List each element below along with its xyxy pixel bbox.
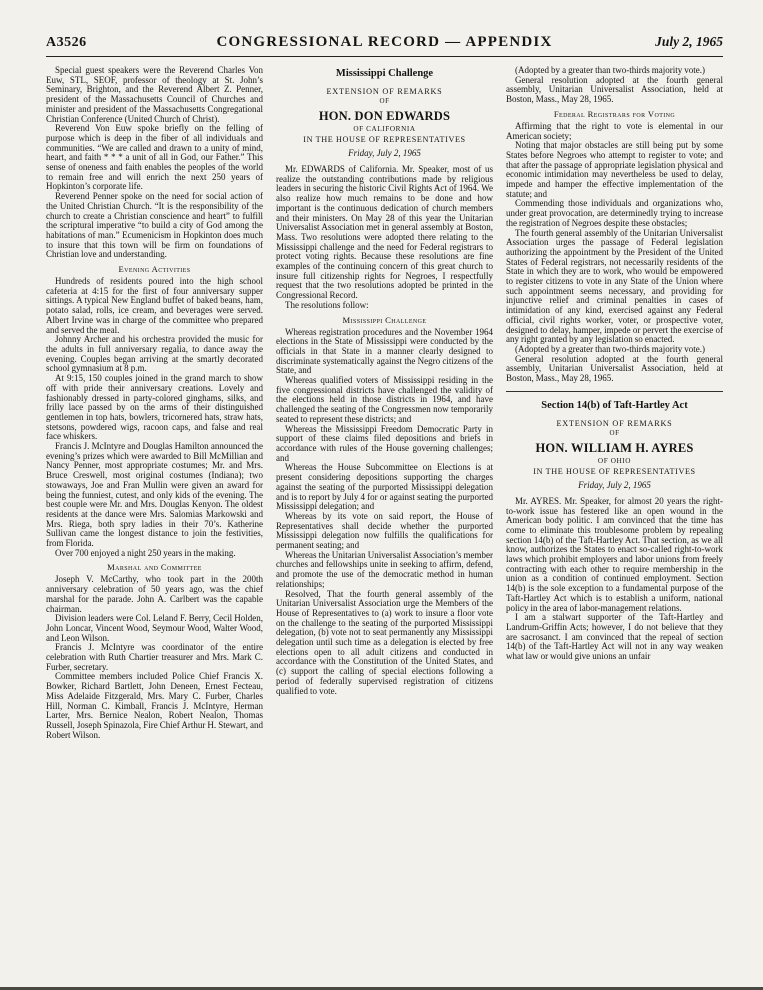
paragraph: (Adopted by a greater than two-thirds majority vote.)	[515, 65, 706, 75]
paragraph: Over 700 enjoyed a night 250 years in the making.	[55, 547, 236, 558]
paragraph: Reverend Von Euw spoke briefly on the felling of purpose which is deep in the fiber of all individuals and communities. “We are called and drawn to a unity of mind, heart, and faith * * * a unit of all in God, our Father.” This sense of oneness and faith enables the peoples of the world to remain free and will enrich the next 250 years of Hopkinton’s corporate life.	[46, 123, 263, 192]
article-title: Section 14(b) of Taft-Hartley Act	[541, 399, 688, 411]
masthead-rule	[46, 56, 723, 57]
paragraph: Resolved, That the fourth general assembly of the Unitarian Universalist Association urge the Members of the House of Representatives to (a) work to insure a floor vote on the challenge to the seating of the purported Mississippi delegation, (b) vote not to seat permanently any Mississippi delegation until such time as a delegation is elected by free elections open to all adult citizens and conducted in accordance with the Constitution of the United States, and (c) support the calling of special elections following a period of federally supervised registration of citizens qualified to vote.	[276, 588, 493, 696]
column-center	[276, 66, 493, 740]
paragraph: Francis J. McIntyre was coordinator of the entire celebration with Ruth Chartier treasurer and Mrs. Mark C. Furber, secretary.	[46, 642, 263, 672]
paragraph: Mr. AYRES. Mr. Speaker, for almost 20 years the right-to-work issue has festered like an open wound in the American body politic. I am convinced that the time has come to eliminate this troublesome problem by repealing section 14(b) of the Taft-Hartley Act. That section, as we all know, authorizes the States to enact so-called right-to-work laws which prohibit employers and labor unions from freely contracting with each other to require membership in the union as a condition of continued employment. Section 14(b) is the sole exception to a fundamental purpose of the Taft-Hartley Act which is to establish a uniform, national policy in the area of labor-management relations.	[506, 495, 723, 613]
paragraph: Committee members included Police Chief Francis X. Bowker, Richard Bartlett, John Deneen, Ernest Fecteau, Miss Adelaide Fitzgerald, Mrs. Mary C. Furber, Charles Hill, Norman C. Kimball, Francis J. McIntyre, Herman Larter, Mrs. Bernice Nealon, Robert Nealon, Thomas Russell, Joseph Spinazola, Fire Chief Arthur H. Stewart, and Robert Wilson.	[46, 671, 263, 740]
column-left	[46, 66, 263, 740]
date-line: Friday, July 2, 1965	[348, 148, 421, 158]
of-label: OF	[379, 97, 390, 105]
of-label: OF	[609, 428, 620, 437]
chamber-line: IN THE HOUSE OF REPRESENTATIVES	[303, 135, 466, 144]
chamber-line: IN THE HOUSE OF REPRESENTATIVES	[533, 466, 696, 476]
paragraph: General resolution adopted at the fourth general assembly, Unitarian Universalist Association, held at Boston, Mass., May 28, 1965.	[506, 74, 723, 105]
paragraph: Affirming that the right to vote is elemental in our American society;	[506, 120, 723, 141]
paragraph: Whereas registration procedures and the November 1964 elections in the State of Mississippi were conducted by the officials in that State in a manner clearly designed to discriminate systematically against the Negro citizens of the State, and	[276, 326, 493, 376]
paragraph: Hundreds of residents poured into the high school cafeteria at 4:15 for the first of four anniversary supper sittings. A typical New England buffet of baked beans, ham, potato salad, rolls, ice cream, and beverages were served. Albert Irvine was in charge of the committee who prepared and served the meal.	[46, 276, 263, 335]
paragraph: Joseph V. McCarthy, who took part in the 200th anniversary celebration of 50 years ago, was the chief marshal for the parade. John A. Carlbert was the capable chairman.	[46, 574, 263, 614]
masthead	[0, 0, 763, 51]
date-line: Friday, July 2, 1965	[578, 479, 651, 490]
paragraph: Special guest speakers were the Reverend Charles Von Euw, STL, SEOF, professor of theology at St. John’s Seminary, Brighton, and the Reverend Albert Z. Penner, president of the Massachusetts Council of Churches and minister and president of the Massachusetts Congregational Christian Conference (United Church of Christ).	[46, 65, 263, 124]
member-state: OF OHIO	[597, 456, 632, 465]
paragraph: Johnny Archer and his orchestra provided the music for the adults in full anniversary regalia, to dance away the evening. Couples began arriving at the smartly decorated school gymnasium at 8 p.m.	[46, 334, 263, 374]
paragraph: At 9:15, 150 couples joined in the grand march to show off with pride their anniversary creations. Lovely and fashionably dressed in party-colored ginghams, silks, and frilly lace passed by on the arms of their distinguished gentlemen in top hats, bowlers, tricornered hats, straw hats, stetsons, powdered wigs, racoon caps, and false and real face whiskers.	[46, 373, 263, 442]
paragraph: Mr. EDWARDS of California. Mr. Speaker, most of us realize the outstanding contributions made by religious leaders in securing the historic Civil Rights Act of 1964. We also realize how much remains to be done and how important is the continuous dedication of church members and their ministers. On May 28 of this year the Unitarian Universalist Association met in general assembly at Boston, Mass. Two resolutions were adopted there relating to the Mississippi challenge and the need for Federal registrars to protect voting rights. Because these resolutions are fine examples of the continuing concern of this great church to insure full citizenship rights for Negroes, I respectfully request that the two resolutions adopted be printed in the Congressional Record.	[276, 164, 493, 301]
paragraph: Whereas the Mississippi Freedom Democratic Party in support of these claims filed depositions and briefs in accordance with rules of the House governing challenges; and	[276, 423, 493, 463]
issue-date: July 2, 1965	[655, 34, 723, 49]
article-title: Mississippi Challenge	[335, 68, 434, 79]
member-name: HON. DON EDWARDS	[318, 109, 451, 123]
page-number: A3526	[46, 35, 87, 50]
section-heading: Evening Activities	[118, 264, 191, 275]
paragraph: Francis J. McIntyre and Douglas Hamilton announced the evening’s prizes which were awarded to Bill McMillian and Nancy Penner, most appropriate costumes; Mr. and Mrs. Bruce Creswell, most original costumes (Indiana); two stowaways, Joe and Fran Mullin were given an award for being the funniest, cutest, and only kids of the evening. The best couple were Mr. and Mrs. Douglas Kenyon. The oldest residents at the dance were Mrs. Salomias Markowski and Mrs. Riega, both spry ladies in their 70’s. Katherine Sullivan came the longest distance to join the festivities, from Florida.	[46, 441, 263, 549]
paragraph: Whereas by its vote on said report, the House of Representatives shall decide whether the purported Mississippi delegation now fulfills the qualifications for permanent seating; and	[276, 510, 493, 551]
extension-of-remarks-label: EXTENSION OF REMARKS	[556, 418, 673, 428]
text-columns	[0, 66, 763, 740]
section-heading: Federal Registrars for Voting	[553, 108, 676, 119]
paragraph: Whereas qualified voters of Mississippi residing in the five congressional districts have challenged the validity of the elections held in those districts in 1964, and have challenged the seating of the Congressmen now temporarily seated to represent these districts; and	[276, 375, 493, 424]
column-right	[506, 66, 723, 740]
paragraph: Whereas the House Subcommittee on Elections is at present considering depositions supporting the charges against the seating of the purported Mississippi delegation and is to report by July 4 for or against seating the purported Mississippi delegation; and	[276, 462, 493, 512]
paragraph: Division leaders were Col. Leland F. Berry, Cecil Holden, John Loncar, Vincent Wood, Seymour Wood, Walter Wood, and Leon Wilson.	[46, 613, 263, 643]
member-state: OF CALIFORNIA	[353, 125, 416, 133]
article-divider	[506, 391, 723, 392]
journal-title: CONGRESSIONAL RECORD — APPENDIX	[216, 34, 553, 50]
paragraph: Noting that major obstacles are still being put by some States before Negroes who attempt to register to vote; and that after the passage of appropriate legislation physical and economic intimidation may nevertheless be used to delay, impede and hamper the effective implementation of the statute; and	[506, 140, 723, 199]
paragraph: Reverend Penner spoke on the need for social action of the United Christian Church. “It is the responsibility of the church to create a Christian conscience and heart” to fulfill the scriptural imperative “to build a city of God among the habitations of man.” Ecumenicism in Hopkinton does much to insure that this town will be firm on foundations of Christian love and understanding.	[46, 191, 263, 260]
paragraph: General resolution adopted at the fourth general assembly, Unitarian Universalist Association, held at Boston, Mass., May 28, 1965.	[506, 353, 723, 384]
paragraph: Commending those individuals and organizations who, under great provocation, are determinedly trying to increase the registration of Negroes despite these obstacles;	[506, 198, 723, 228]
extension-of-remarks-label: EXTENSION OF REMARKS	[326, 87, 443, 96]
paragraph: The resolutions follow:	[285, 299, 369, 310]
paragraph: I am a stalwart supporter of the Taft-Hartley and Landrum-Griffin Acts; however, I do not believe that they are sacrosanct. I am convinced that the repeal of section 14(b) of the Taft-Hartley Act will not in any way weaken what law or would give unions an unfair	[506, 612, 723, 662]
paragraph: Whereas the Unitarian Universalist Association’s member churches and fellowships unite in seeking to affirm, defend, and promote the use of the democratic method in human relationships;	[276, 549, 493, 589]
paragraph: The fourth general assembly of the Unitarian Universalist Association urges the passage of Federal legislation authorizing the appointment by the President of the United States of Federal registrars, not necessarily residents of the State in which they are to work, who would be empowered to register citizens to vote in any State of the Union where such appointment seems necessary, and providing for injunctive relief and criminal penalties in cases of intimidation of any kind, exercised against any Federal official, civil rights worker, voter, or prospective voter, designed to delay, hamper, impede or pervert the exercise of any right granted by any legislation so enacted.	[506, 227, 723, 345]
member-name: HON. WILLIAM H. AYRES	[535, 440, 694, 455]
section-heading: Mississippi Challenge	[342, 314, 427, 325]
paragraph: (Adopted by a greater than two-thirds majority vote.)	[515, 343, 706, 354]
section-heading: Marshal and Committee	[107, 562, 202, 573]
